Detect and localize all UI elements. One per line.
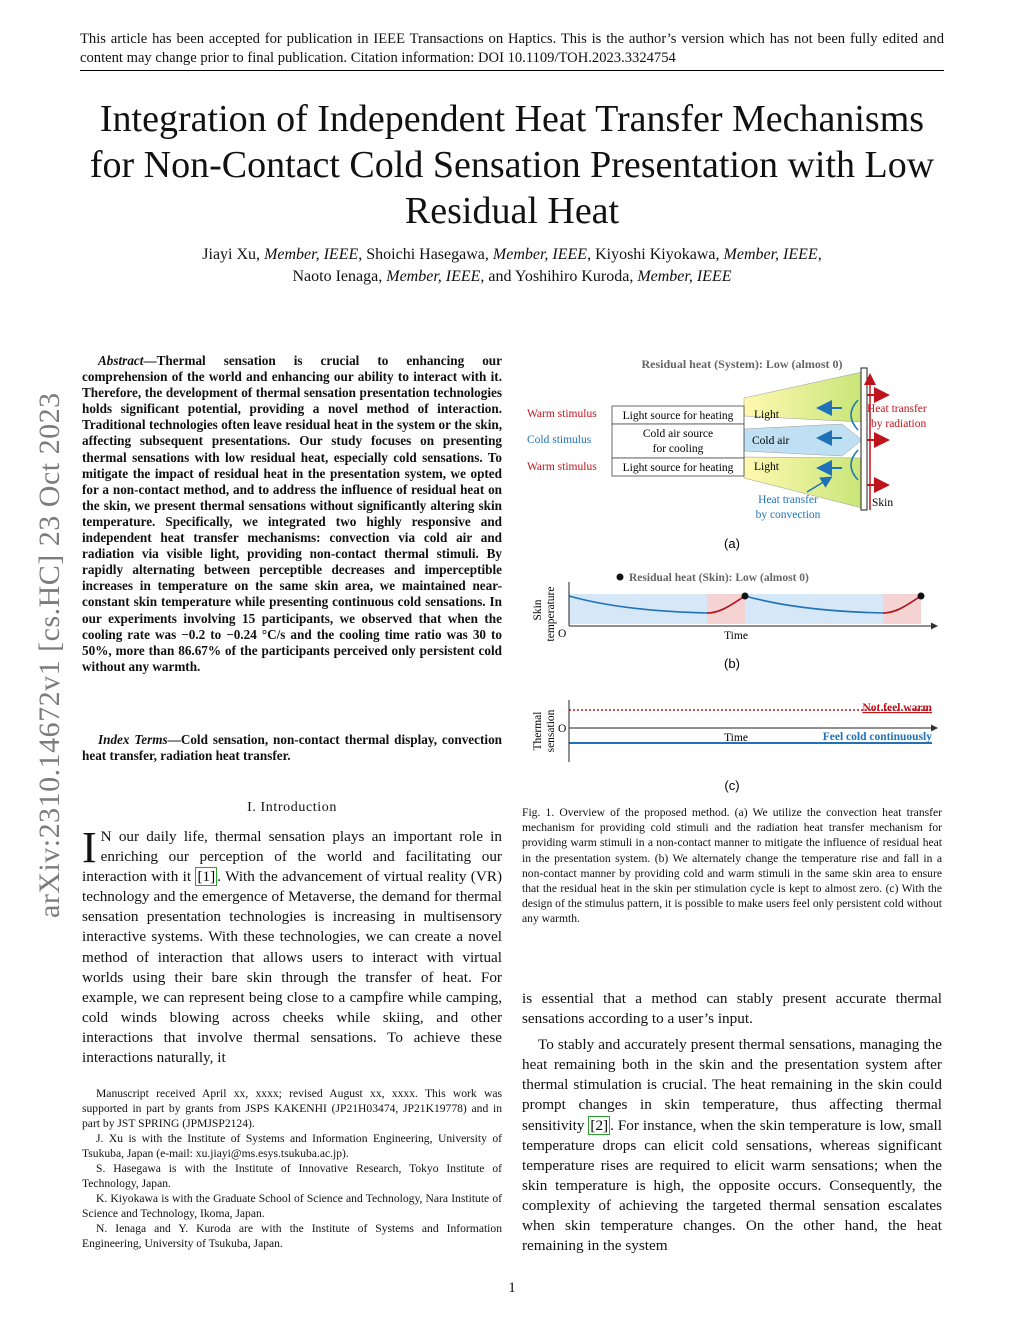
author-role: Member, IEEE: [492, 246, 588, 263]
cold-air-source-label: Cold air source: [642, 428, 714, 440]
author-name: , Kiyoshi Kiyokawa,: [587, 246, 724, 263]
residual-heat-point: [742, 593, 749, 600]
abstract-label: Abstract: [98, 353, 144, 368]
cold-stimulus-label: Cold stimulus: [527, 434, 592, 446]
footnote: S. Hasegawa is with the Institute of Innovative Research, Tokyo Institute of Technology, Japan.: [82, 1162, 502, 1190]
index-terms: Index Terms—Cold sensation, non-contact thermal display, convection heat transfer, radiation heat transfer.: [82, 732, 502, 764]
axis-y-label: Skin: [532, 599, 544, 621]
abstract-text: Thermal sensation is crucial to enhancing our comprehension of the world and enhancing our ability to interact with it. Therefore, the development of thermal sensation presentation technologies holds significant potential, providing a novel method of interaction. Traditional technologies often leave residual heat in the system or the skin, affecting subsequent presentations. Our study focuses on presenting thermal sensations with low residual heat, especially cold sensations. To mitigate the impact of residual heat in the presentation system, we opted for a non-contact method, and to address the influence of residual heat on the skin, we present thermal sensations without significantly altering skin temperature. Specifically, we integrated two highly responsive and independent heat transfer mechanisms: convection via cold air and radiation via visible light, providing non-contact thermal stimuli. By rapidly alternating between perceptible decreases and imperceptible increases in temperature on the same skin area, we maintained near-constant skin temperature while presenting continuous cold sensations. In our experiments involving 15 participants, we observed that when the cooling rate was −0.2 to −0.24 °C/s and the cooling time ratio was 30 to 50%, more than 86.67% of the participants perceived only persistent cold without any warmth.: [82, 353, 502, 674]
author-name: ,: [817, 246, 822, 263]
footnote: K. Kiyokawa is with the Graduate School of Science and Technology, Nara Institute of Science and Technology, Ikoma, Japan.: [82, 1192, 502, 1220]
cold-air-source-label: for cooling: [652, 443, 704, 455]
figure-caption: Fig. 1. Overview of the proposed method. (a) We utilize the convection heat transfer mechanism for providing cold stimuli and the radiation heat transfer mechanism for providing warm stimuli in a non-contact manner to mitigate the influence of residual heat in the presentation system. (b) We alternately change the temperature rise and fall in a non-contact manner by providing cold and warm stimuli in the same skin area to ensure that the residual heat in the skin per stimulation cycle is kept to almost zero. (c) With the design of the stimulus pattern, it is possible to make users feel only persistent cold without any warmth.: [522, 806, 942, 926]
residual-heat-point: [918, 593, 925, 600]
paragraph: is essential that a method can stably present accurate thermal sensations according to a user’s input.: [522, 990, 942, 1028]
light-beam-label: Light: [754, 461, 779, 473]
axis-y-label: temperature: [545, 586, 557, 642]
author-line-2: [80, 266, 944, 288]
panel-label-a: (a): [724, 536, 740, 551]
footnote: J. Xu is with the Institute of Systems and Information Engineering, University of Tsukuba, Japan (e-mail: xu.jiayi@ms.esys.tsukuba.ac.jp).: [82, 1132, 502, 1160]
heating-phase: [707, 594, 745, 624]
arxiv-identifier: arXiv:2310.14672v1 [cs.HC] 23 Oct 2023: [33, 392, 66, 918]
cold-air-beam-label: Cold air: [752, 435, 790, 447]
axis-x-label: Time: [724, 630, 748, 642]
radiation-label: by radiation: [871, 418, 927, 430]
citation-link-2[interactable]: [2]: [590, 1116, 609, 1134]
page-number: 1: [508, 1280, 516, 1296]
warm-stimulus-label: Warm stimulus: [527, 461, 597, 473]
intro-text-end: . With the advancement of virtual reality (VR) technology and the emergence of Metaverse, the demand for thermal sensation presentation technologies is increasing in multisensory interactive systems. With these technologies, we can create a novel method of interaction that allows users to interact with virtual worlds using their bare skin through the transfer of heat. For example, we can represent being close to a campfire while camping, cold winds blowing across cheeks while skiing, and other interactions that involve thermal sensations. To achieve these interactions naturally, it: [82, 868, 503, 1067]
index-terms-label: Index Terms: [98, 732, 168, 747]
author-role: Member, IEEE: [264, 246, 359, 263]
fig-b-title: Residual heat (Skin): Low (almost 0): [629, 572, 809, 584]
author-list: [80, 244, 944, 288]
footnotes: [82, 1086, 502, 1251]
author-name: Naoto Ienaga,: [292, 268, 387, 285]
paragraph-text-end: . For instance, when the skin temperature is low, small temperature drops can elicit cold sensations, whereas significant temperature rises are required to elicit warm sensations; when the skin temperature is high, the opposite occurs. Consequently, the complexity of achieving the targeted thermal sensation escalates when skin temperature changes. On the other hand, the heat remaining in the system: [522, 1116, 942, 1255]
abstract: Abstract—Thermal sensation is crucial to enhancing our comprehension of the world and enhancing our ability to interact with it. Therefore, the development of thermal sensation presentation technologies holds significant potential, providing a novel method of interaction. Traditional technologies often leave residual heat in the system or the skin, affecting subsequent presentations. Our study focuses on presenting thermal sensations with low residual heat, especially cold sensations. To mitigate the impact of residual heat in the presentation system, we opted for a non-contact method, and to address the influence of residual heat on the skin, we present thermal sensations without significantly altering skin temperature. Specifically, we integrated two highly responsive and independent heat transfer mechanisms: convection via cold air and radiation via visible light, providing non-contact thermal stimuli. By rapidly alternating between perceptible decreases and imperceptible increases in temperature on the same skin area, we maintained near-constant skin temperature while presenting continuous cold sensations. In our experiments involving 15 participants, we observed that when the cooling rate was −0.2 to −0.24 °C/s and the cooling time ratio was 30 to 50%, more than 86.67% of the participants perceived only persistent cold without any warmth.: [82, 353, 502, 674]
author-role: Member, IEEE: [723, 246, 818, 263]
residual-heat-marker: [617, 574, 624, 581]
index-terms-text: Cold sensation, non-contact thermal display, convection heat transfer, radiation heat transfer.: [82, 732, 502, 764]
author-name: , Shoichi Hasegawa,: [358, 246, 493, 263]
footnote: Manuscript received April xx, xxxx; revised August xx, xxxx. This work was supported in part by grants from JSPS KAKENHI (JP21H03474, JP21K19778) and in part by JST SPRING (JPMJSP2124).: [82, 1087, 502, 1130]
fig-a-title: Residual heat (System): Low (almost 0): [641, 357, 843, 371]
heating-phase: [883, 594, 921, 624]
section-heading: I. Introduction: [247, 800, 337, 815]
panel-label-b: (b): [724, 656, 740, 671]
light-source-bottom-label: Light source for heating: [622, 462, 734, 474]
skin-plate: [861, 368, 867, 510]
convection-label: Heat transfer: [758, 494, 818, 506]
panel-label-c: (c): [724, 778, 740, 793]
axis-origin: O: [558, 628, 567, 640]
skin-label: Skin: [872, 497, 894, 509]
citation-link-1[interactable]: [1]: [197, 868, 216, 886]
publication-note: This article has been accepted for publication in IEEE Transactions on Haptics. This is the author’s version which has not been fully edited and content may change prior to final publication. Citation information: DOI 10.1109/TOH.2023.3324754: [80, 31, 944, 66]
axis-y-label: Thermal: [532, 711, 544, 751]
author-line-1: [80, 244, 944, 266]
footnote: N. Ienaga and Y. Kuroda are with the Institute of Systems and Information Engineering, University of Tsukuba, Japan.: [82, 1222, 502, 1250]
axis-origin: O: [558, 723, 567, 735]
light-beam-label: Light: [754, 409, 779, 421]
introduction-text: [82, 823, 503, 1068]
convection-label: by convection: [755, 509, 821, 521]
author-name: , and Yoshihiro Kuroda,: [480, 268, 638, 285]
author-name: Jiayi Xu,: [202, 246, 265, 263]
cold-continuous-label: Feel cold continuously: [822, 731, 932, 743]
paragraph-text-start: To stably and accurately present thermal sensations, managing the heat remaining both in the skin and the presentation system after thermal stimulation is crucial. The heat remaining in the skin could prompt changes in skin temperature, thus affecting thermal sensitivity: [522, 1036, 942, 1134]
light-source-top-label: Light source for heating: [622, 410, 734, 422]
axis-y-label: sensation: [545, 709, 557, 753]
paragraph: [522, 1035, 942, 1256]
author-role: Member, IEEE: [637, 268, 732, 285]
drop-cap: I: [82, 823, 97, 872]
paper-title: Integration of Independent Heat Transfer Mechanisms for Non-Contact Cold Sensation Presentation with Low Residual Heat: [89, 98, 935, 232]
header-divider: [80, 70, 944, 71]
not-warm-label: Not feel warm: [862, 702, 932, 714]
radiation-label: Heat transfer: [867, 403, 927, 415]
right-column-text: [522, 989, 942, 1262]
figure-1: [522, 350, 946, 800]
author-role: Member, IEEE: [386, 268, 481, 285]
intro-text-start: N our daily life, thermal sensation plays an important role in enriching our perception of the world and facilitating our interaction with it: [82, 828, 502, 886]
axis-x-label: Time: [724, 732, 748, 744]
warm-stimulus-label: Warm stimulus: [527, 408, 597, 420]
